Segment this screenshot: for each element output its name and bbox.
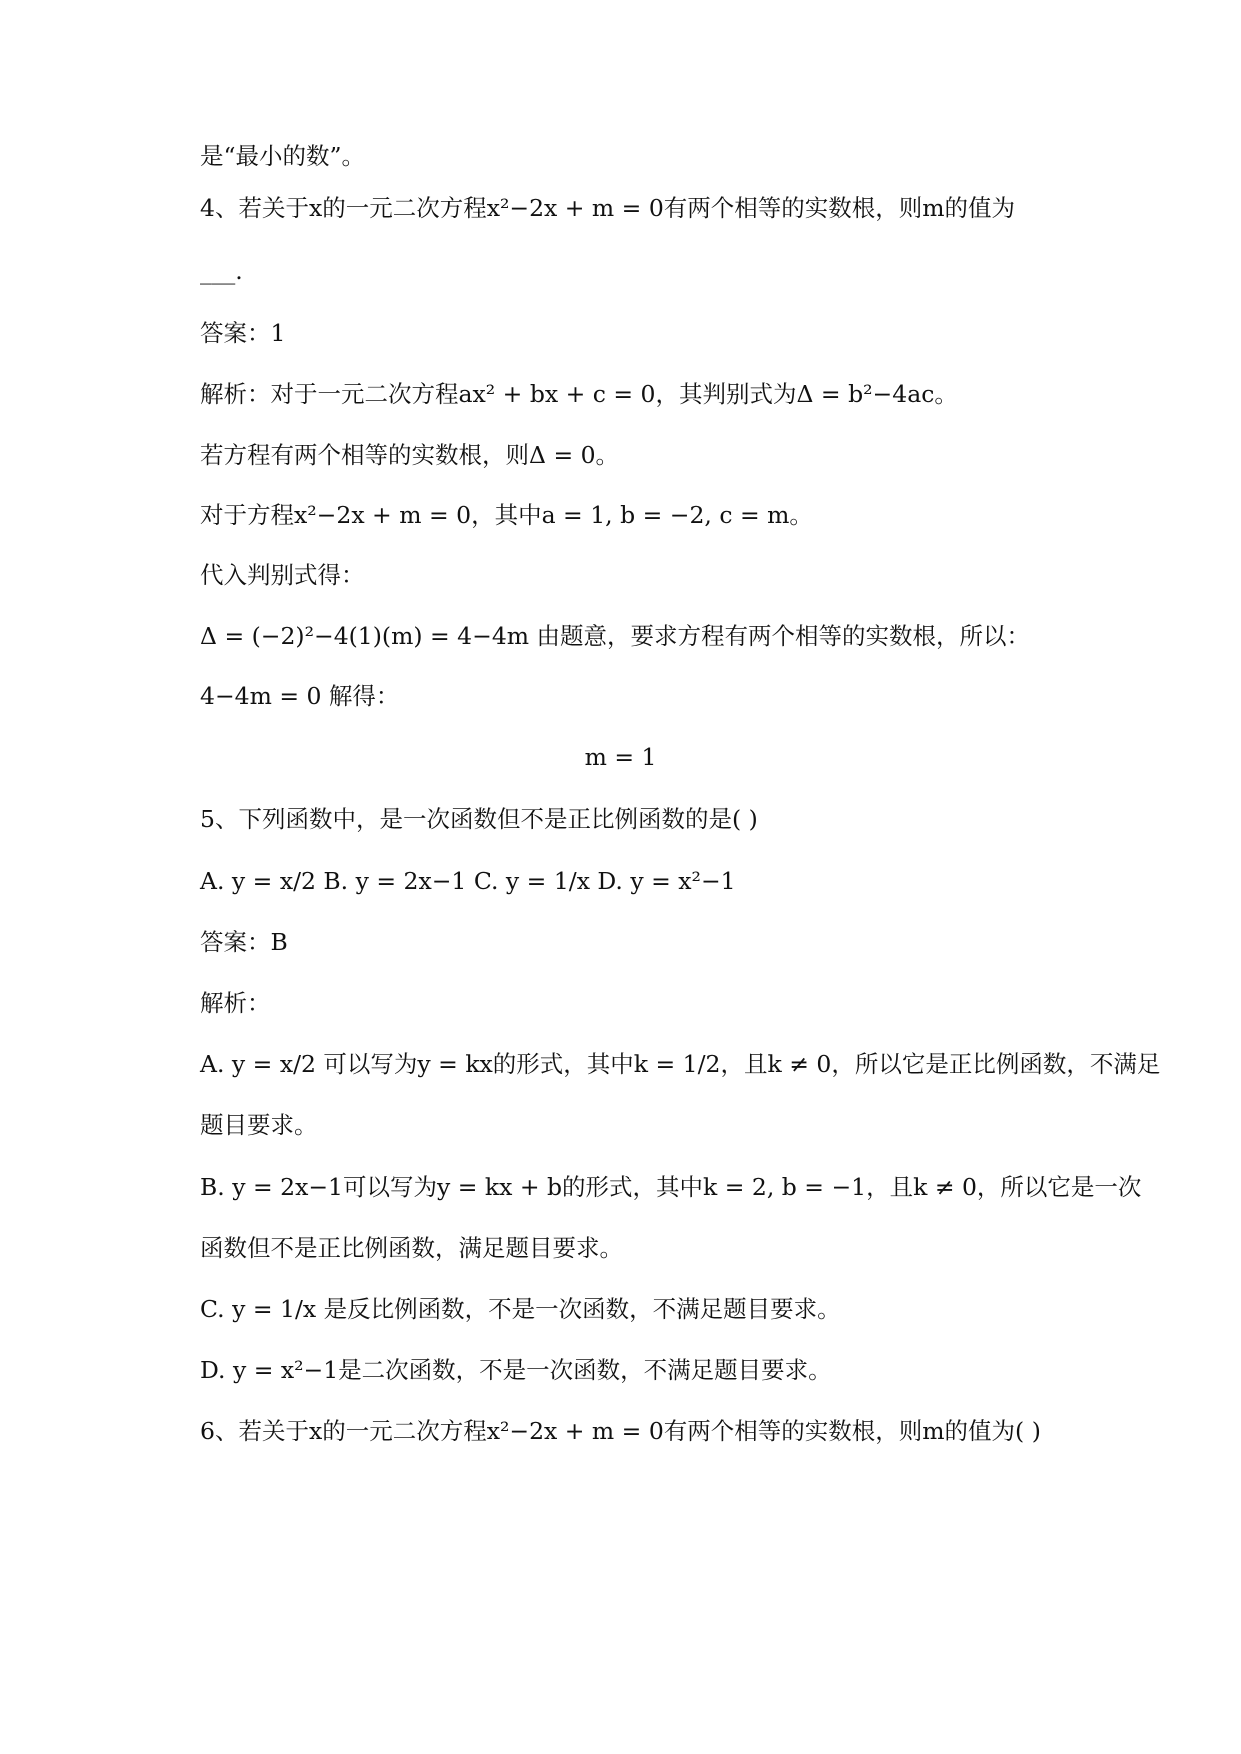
analysis-5-option-b-cont: 函数但不是正比例函数，满足题目要求。	[200, 1234, 623, 1262]
analysis-5-option-c: C. y = 1/x 是反比例函数，不是一次函数，不满足题目要求。	[200, 1295, 841, 1323]
answer-5: 答案：B	[200, 928, 288, 956]
analysis-5-option-a-cont: 题目要求。	[200, 1111, 318, 1139]
question-6: 6、若关于x的一元二次方程x²−2x + m = 0有两个相等的实数根，则m的值为( )	[200, 1417, 1041, 1445]
analysis-4-line-5: Δ = (−2)²−4(1)(m) = 4−4m 由题意，要求方程有两个相等的实数根，所以：	[200, 622, 1031, 650]
analysis-5-option-b: B. y = 2x−1可以写为y = kx + b的形式，其中k = 2, b = −1，且k ≠ 0，所以它是一次	[200, 1173, 1142, 1201]
analysis-4-line-3: 对于方程x²−2x + m = 0，其中a = 1, b = −2, c = m。	[200, 501, 813, 529]
analysis-4-line-1: 解析：对于一元二次方程ax² + bx + c = 0，其判别式为Δ = b²−4ac。	[200, 380, 958, 408]
analysis-5-option-d: D. y = x²−1是二次函数，不是一次函数，不满足题目要求。	[200, 1356, 832, 1384]
answer-4: 答案：1	[200, 319, 286, 347]
question-5: 5、下列函数中，是一次函数但不是正比例函数的是( )	[200, 805, 758, 833]
analysis-4-line-4: 代入判别式得：	[200, 561, 365, 589]
text-line: 是“最小的数”。	[200, 142, 366, 170]
analysis-5-heading: 解析：	[200, 989, 271, 1017]
analysis-4-line-6: 4−4m = 0 解得：	[200, 682, 400, 710]
question-4: 4、若关于x的一元二次方程x²−2x + m = 0有两个相等的实数根，则m的值为	[200, 194, 1016, 222]
analysis-4-line-2: 若方程有两个相等的实数根，则Δ = 0。	[200, 441, 620, 469]
blank-line: ___.	[200, 257, 243, 285]
question-5-options: A. y = x/2 B. y = 2x−1 C. y = 1/x D. y = x²−1	[200, 867, 736, 895]
analysis-5-option-a: A. y = x/2 可以写为y = kx的形式，其中k = 1/2，且k ≠ 0，所以它是正比例函数，不满足	[200, 1050, 1161, 1078]
result-formula: m = 1	[584, 743, 657, 771]
